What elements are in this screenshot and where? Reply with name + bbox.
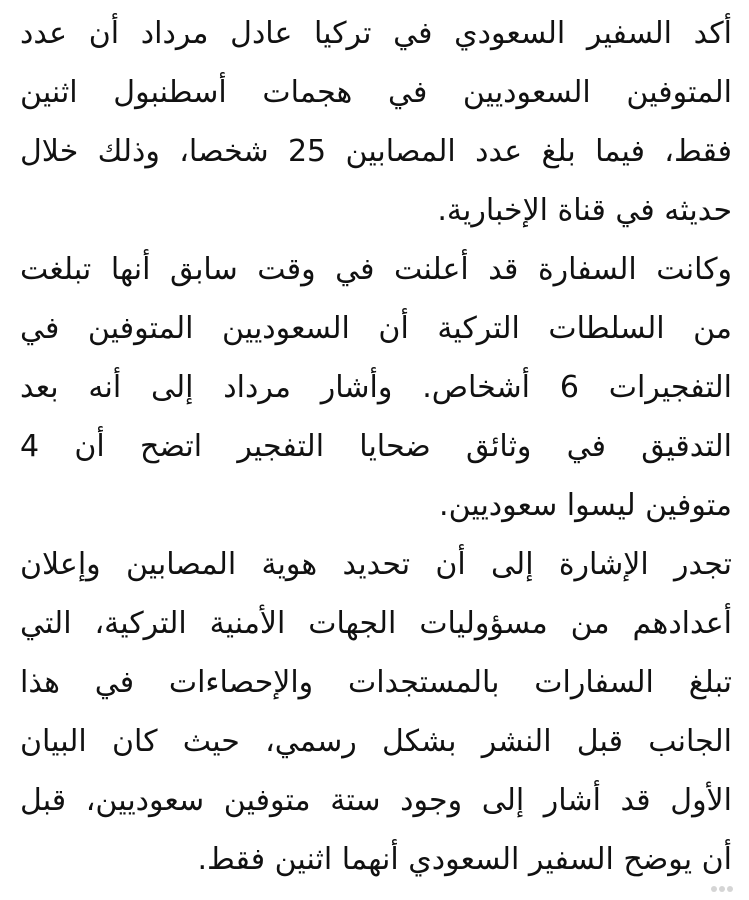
paragraph-2 — [20, 240, 732, 535]
article-body — [20, 0, 732, 889]
text-line: المتوفين السعوديين في هجمات أسطنبول اثنين — [20, 75, 732, 110]
text-line: الجانب قبل النشر بشكل رسمي، حيث كان البيان — [20, 724, 732, 759]
paragraph-1 — [20, 0, 732, 240]
text-line: التدقيق في وثائق ضحايا التفجير اتضح أن 4 — [20, 429, 732, 464]
text-line: وكانت السفارة قد أعلنت في وقت سابق أنها تبلغت — [20, 252, 732, 287]
paragraph-3 — [20, 535, 732, 889]
text-line: أكد السفير السعودي في تركيا عادل مرداد أن عدد — [20, 16, 732, 51]
text-line: حديثه في قناة الإخبارية. — [437, 193, 732, 228]
text-line: متوفين ليسوا سعوديين. — [439, 488, 732, 523]
corner-watermark-icon — [711, 886, 741, 898]
text-line: أعدادهم من مسؤوليات الجهات الأمنية التركية، التي — [20, 606, 732, 641]
text-line: أن يوضح السفير السعودي أنهما اثنين فقط. — [197, 842, 732, 877]
text-line: فقط، فيما بلغ عدد المصابين 25 شخصا، وذلك خلال — [20, 134, 732, 169]
text-line: الأول قد أشار إلى وجود ستة متوفين سعوديين، قبل — [20, 783, 732, 818]
text-line: التفجيرات 6 أشخاص. وأشار مرداد إلى أنه بعد — [20, 370, 732, 405]
text-line: من السلطات التركية أن السعوديين المتوفين في — [20, 311, 732, 346]
text-line: تبلغ السفارات بالمستجدات والإحصاءات في هذا — [20, 665, 732, 700]
text-line: تجدر الإشارة إلى أن تحديد هوية المصابين وإعلان — [20, 547, 732, 582]
